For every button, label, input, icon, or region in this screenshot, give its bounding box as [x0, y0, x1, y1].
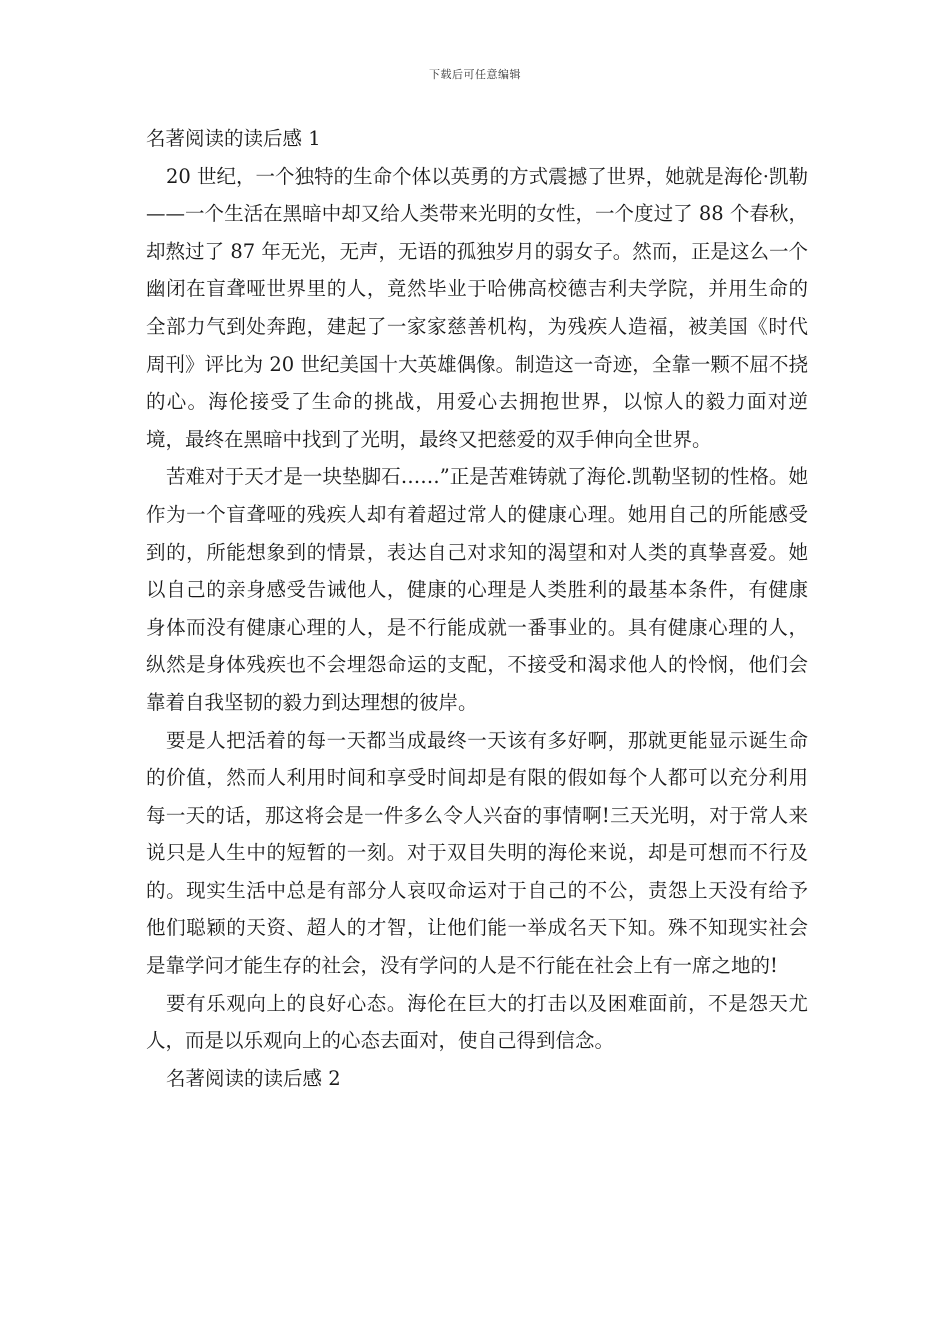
- paragraph-1: 20 世纪，一个独特的生命个体以英勇的方式震撼了世界，她就是海伦·凯勒——一个生活在黑暗中却又给人类带来光明的女性，一个度过了 88 个春秋，却熬过了 87 年无光，无声，无语的孤独岁月的弱女子。然而，正是这么一个幽闭在盲聋哑世界里的人，竟然毕业于哈佛高校德吉利夫学院，并用生命的全部力气到处奔跑，建起了一家家慈善机构，为残疾人造福，被美国《时代周刊》评比为 20 世纪美国十大英雄偶像。制造这一奇迹，全靠一颗不屈不挠的心。海伦接受了生命的挑战，用爱心去拥抱世界，以惊人的毅力面对逆境，最终在黑暗中找到了光明，最终又把慈爱的双手伸向全世界。: [146, 164, 808, 451]
- document-body: [146, 120, 808, 1097]
- essay-title-2: 名著阅读的读后感 2: [166, 1066, 341, 1090]
- paragraph-4: 要有乐观向上的良好心态。海伦在巨大的打击以及困难面前，不是怨天尤人，而是以乐观向上的心态去面对，使自己得到信念。: [146, 991, 808, 1053]
- paragraph-2: 苦难对于天才是一块垫脚石……”正是苦难铸就了海伦.凯勒坚韧的性格。她作为一个盲聋哑的残疾人却有着超过常人的健康心理。她用自己的所能感受到的，所能想象到的情景，表达自己对求知的渴望和对人类的真挚喜爱。她以自己的亲身感受告诫他人，健康的心理是人类胜利的最基本条件，有健康身体而没有健康心理的人，是不行能成就一番事业的。具有健康心理的人，纵然是身体残疾也不会埋怨命运的支配，不接受和渴求他人的怜悯，他们会靠着自我坚韧的毅力到达理想的彼岸。: [146, 465, 808, 714]
- essay-title-1: 名著阅读的读后感 1: [146, 127, 321, 150]
- paragraph-3: 要是人把活着的每一天都当成最终一天该有多好啊，那就更能显示诞生命的价值，然而人利用时间和享受时间却是有限的假如每个人都可以充分利用每一天的话，那这将会是一件多么令人兴奋的事情啊!三天光明，对于常人来说只是人生中的短暂的一刻。对于双目失明的海伦来说，却是可想而不行及的。现实生活中总是有部分人哀叹命运对于自己的不公，责怨上天没有给予他们聪颖的天资、超人的才智，让他们能一举成名天下知。殊不知现实社会是靠学问才能生存的社会，没有学问的人是不行能在社会上有一席之地的!: [146, 728, 808, 978]
- header-note: 下载后可任意编辑: [429, 68, 521, 81]
